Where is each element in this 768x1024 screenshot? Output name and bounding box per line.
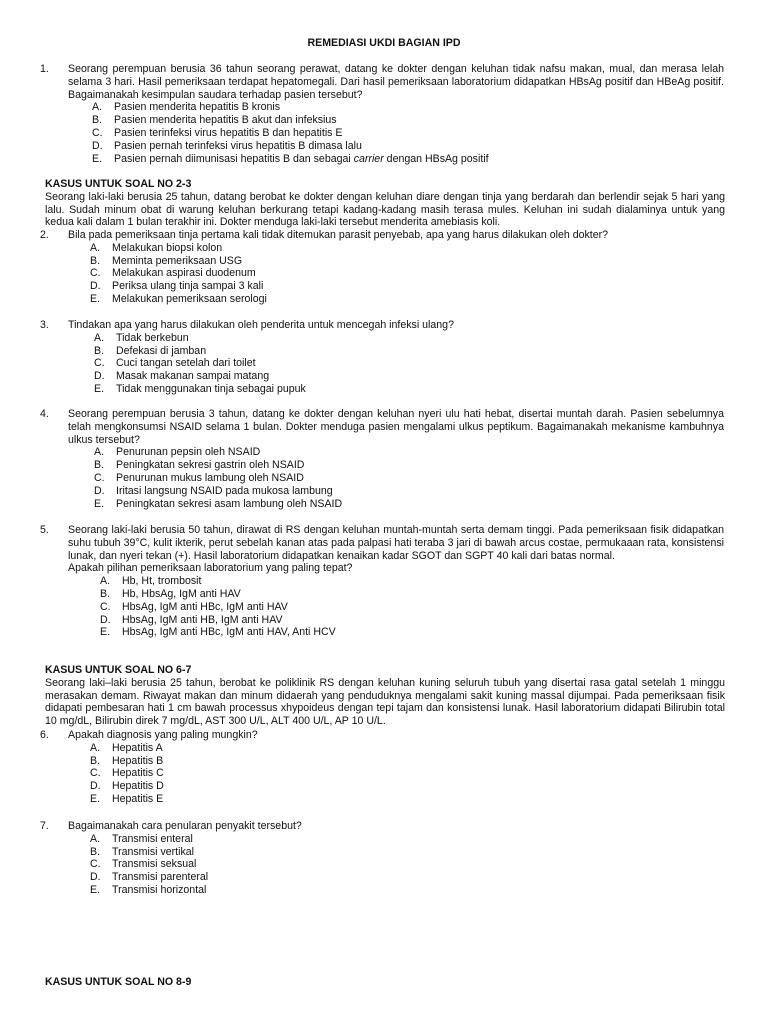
option-c [94,472,724,485]
option-text: Transmisi enteral [112,832,193,845]
case-8-9-title: KASUS UNTUK SOAL NO 8-9 [45,976,192,988]
option-letter: B. [90,845,101,858]
question-5 [40,524,724,639]
option-text: Transmisi seksual [112,858,197,871]
question-2 [40,229,724,306]
option-text: Hepatitis E [112,792,164,805]
option-letter: B. [90,754,101,767]
option-text: Peningkatan sekresi asam lambung oleh NSAID [116,497,343,510]
option-text: Pasien pernah terinfeksi virus hepatitis B dimasa lalu [114,139,362,152]
option-text: Pasien menderita hepatitis B kronis [114,101,281,114]
option-e [90,793,724,806]
option-letter: A. [92,101,103,114]
option-letter: E. [94,497,105,510]
option-d [90,280,724,293]
option-text: Pasien menderita hepatitis B akut dan infeksius [114,114,337,127]
option-text: Hb, Ht, trombosit [122,575,202,588]
option-b [94,459,724,472]
options-list [94,446,724,510]
option-text: Melakukan pemeriksaan serologi [112,292,267,305]
option-letter: C. [94,357,105,370]
question-stem: Seorang laki-laki berusia 50 tahun, dirawat di RS dengan keluhan muntah-muntah serta demam tinggi. Pada pemeriksaan fisik didapatkan suhu tubuh 39°C, kulit ikterik, perut sebelah kanan atas pada palpasi hati teraba 3 jari di bawah arcus costae, permukaaan rata, konsistensi lunak, dan nyeri tekan (+). Hasil laboratorium didapatkan kenaikan kadar SGOT dan SGPT 40 kali dari batas normal. [68,524,724,562]
option-letter: B. [94,344,105,357]
option-letter: A. [90,241,101,254]
option-e [94,383,724,396]
option-b [90,255,724,268]
option-text: Penurunan mukus lambung oleh NSAID [116,471,304,484]
option-letter: A. [100,575,111,588]
option-text: Periksa ulang tinja sampai 3 kali [112,280,264,293]
question-number: 4. [40,408,49,420]
option-text [114,153,489,166]
question-text: Seorang perempuan berusia 36 tahun seorang perawat, datang ke dokter dengan keluhan tidak nafsu makan, mual, dan merasa lelah selama 3 hari. Hasil pemeriksaan terdapat hepatomegali. Dari hasil pemeriksaan laboratorium didapatkan HBsAg positif dan HBeAg positif. Bagaimanakah kesimpulan saudara terhadap pasien tersebut? [68,63,724,101]
option-text: Melakukan biopsi kolon [112,241,223,254]
option-letter: C. [90,858,101,871]
option-text: Cuci tangan setelah dari toilet [116,357,256,370]
option-text: Peningkatan sekresi gastrin oleh NSAID [116,459,305,472]
options-list [90,833,724,897]
option-a [90,833,724,846]
question-number: 3. [40,319,49,331]
option-d [100,614,724,627]
option-text: Transmisi vertikal [112,845,195,858]
option-text: Masak makanan sampai matang [116,370,270,383]
page-title: REMEDIASI UKDI BAGIAN IPD [307,37,461,49]
question-number: 6. [40,729,49,741]
option-letter: D. [100,613,111,626]
option-text-after: dengan HBsAg positif [383,152,489,165]
option-text: Tidak menggunakan tinja sebagai pupuk [116,382,306,395]
option-text: Hepatitis C [112,767,164,780]
option-text: Hepatitis D [112,780,164,793]
option-letter: D. [90,280,101,293]
option-letter: C. [90,267,101,280]
option-letter: A. [94,331,105,344]
question-text: Seorang perempuan berusia 3 tahun, datang ke dokter dengan keluhan nyeri ulu hati hebat, disertai muntah darah. Pasien sebelumnya telah mengkonsumsi NSAID selama 1 bulan. Dokter menduga pasien mengalami ulkus peptikum. Bagaimanakah mekanisme kambuhnya ulkus tersebut? [68,408,724,446]
question-text: Tindakan apa yang harus dilakukan oleh penderita untuk mencegah infeksi ulang? [68,319,454,331]
option-letter: E. [92,152,103,165]
option-letter: E. [90,292,101,305]
question-6 [40,729,724,806]
question-text: Bagaimanakah cara penularan penyakit tersebut? [68,820,302,832]
option-b [94,345,724,358]
option-letter: A. [94,446,105,459]
option-text: Defekasi di jamban [116,344,207,357]
option-letter: B. [100,587,111,600]
option-text: Hepatitis A [112,741,163,754]
option-text-italic: carrier [353,152,384,165]
option-c [94,357,724,370]
case-text: Seorang laki–laki berusia 25 tahun, berobat ke poliklinik RS dengan keluhan kuning seluruh tubuh yang disertai rasa gatal setelah 1 minggu merasakan demam. Riwayat makan dan minum didaerah yang penduduknya mengalami sakit kuning massal dijumpai. Pada pemeriksaan fisik didapati pembesaran hati 1 cm bawah processus xhypoideus dengan tepi tajam dan konsistensi lunak. Hasil laboratorium didapati Bilirubin total 10 mg/dL, Bilirubin direk 7 mg/dL, AST 300 U/L, ALT 400 U/L, AP 10 U/L. [45,676,725,728]
option-a [92,101,724,114]
option-d [94,485,724,498]
question-text: Apakah diagnosis yang paling mungkin? [68,729,258,741]
option-letter: E. [94,382,105,395]
option-d [90,780,724,793]
options-list [90,242,724,306]
option-letter: B. [90,254,101,267]
option-a [90,742,724,755]
option-e [94,498,724,511]
option-b [100,588,724,601]
option-c [90,767,724,780]
options-list [100,575,724,639]
option-a [90,242,724,255]
option-letter: D. [90,780,101,793]
case-text: Seorang laki-laki berusia 25 tahun, datang berobat ke dokter dengan keluhan diare dengan tinja yang berdarah dan berlendir sejak 5 hari yang lalu. Sudah minum obat di warung keluhan berkurang tetapi kadang-kadang masih terasa mules. Keluhan ini sudah dialaminya untuk yang kedua kali dalam 1 bulan terakhir ini. Dokter menduga laki-laki tersebut menderita amebiasis koli. [45,190,725,229]
option-text: Transmisi parenteral [112,871,209,884]
case-title: KASUS UNTUK SOAL NO 6-7 [45,664,192,676]
option-c [90,267,724,280]
case-6-7 [45,664,725,728]
option-d [90,871,724,884]
case-title: KASUS UNTUK SOAL NO 2-3 [45,178,192,190]
question-text: Bila pada pemeriksaan tinja pertama kali tidak ditemukan parasit penyebab, apa yang harus dilakukan oleh dokter? [68,229,609,241]
option-letter: E. [90,792,101,805]
option-text: Hepatitis B [112,754,164,767]
option-letter: C. [90,767,101,780]
question-7 [40,820,724,897]
question-number: 2. [40,229,49,241]
option-letter: C. [100,600,111,613]
question-text [68,524,724,575]
question-number: 7. [40,820,49,832]
option-letter: E. [100,626,111,639]
option-a [94,446,724,459]
option-letter: C. [94,471,105,484]
question-number: 1. [40,63,49,75]
question-4 [40,408,724,510]
option-letter: C. [92,126,103,139]
option-c [90,858,724,871]
options-list [90,742,724,806]
option-letter: D. [92,139,103,152]
option-text: HbsAg, IgM anti HBc, IgM anti HAV [122,600,288,613]
case-2-3 [45,178,725,229]
option-text: Melakukan aspirasi duodenum [112,267,256,280]
option-text: Tidak berkebun [116,331,189,344]
options-list [94,332,724,396]
option-letter: D. [94,370,105,383]
option-letter: A. [90,832,101,845]
options-list [92,101,724,165]
option-text-before: Pasien pernah diimunisasi hepatitis B dan sebagai [114,152,354,165]
question-number: 5. [40,524,49,536]
option-b [90,846,724,859]
option-e [90,293,724,306]
option-text: Iritasi langsung NSAID pada mukosa lambung [116,484,333,497]
question-3 [40,319,724,396]
option-b [92,114,724,127]
option-text: Penurunan pepsin oleh NSAID [116,446,261,459]
option-text: Transmisi horizontal [112,883,207,896]
option-e [100,626,724,639]
option-text: Hb, HbsAg, IgM anti HAV [122,587,241,600]
option-d [94,370,724,383]
option-letter: B. [92,114,103,127]
option-text: Pasien terinfeksi virus hepatitis B dan hepatitis E [114,126,343,139]
question-1 [40,63,724,165]
option-d [92,140,724,153]
option-letter: D. [94,484,105,497]
option-letter: D. [90,871,101,884]
option-text: Meminta pemeriksaan USG [112,254,243,267]
option-a [100,575,724,588]
option-letter: E. [90,883,101,896]
option-e [90,884,724,897]
option-letter: B. [94,459,105,472]
option-a [94,332,724,345]
option-e [92,153,724,166]
option-b [90,755,724,768]
option-c [100,601,724,614]
option-letter: A. [90,741,101,754]
option-text: HbsAg, IgM anti HB, IgM anti HAV [122,613,283,626]
question-prompt: Apakah pilihan pemeriksaan laboratorium yang paling tepat? [68,562,353,575]
option-c [92,127,724,140]
option-text: HbsAg, IgM anti HBc, IgM anti HAV, Anti HCV [122,626,336,639]
